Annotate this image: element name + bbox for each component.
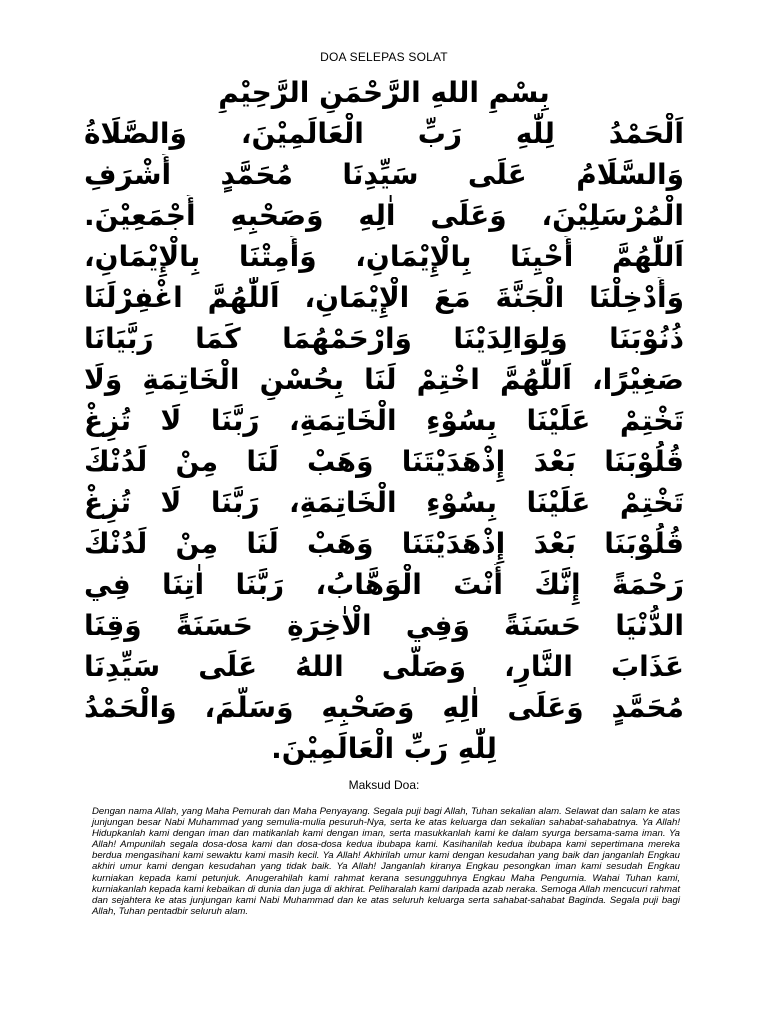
arabic-line: تَخْتِمْ عَلَيْنَا بِسُوْءِ الْخَاتِمَةِ، رَبَّنَا لَا تُزِغْ: [84, 404, 684, 437]
arabic-line: قُلُوْبَنَا بَعْدَ إِذْهَدَيْتَنَا وَهَبْ لَنَا مِنْ لَدُنْكَ: [84, 445, 684, 478]
arabic-line: ذُنُوْبَنَا وَلِوَالِدَيْنَا وَارْحَمْهُمَا كَمَا رَبَّيَانَا: [84, 322, 684, 355]
arabic-line: بِسْمِ اللهِ الرَّحْمَنِ الرَّحِيْمِ: [218, 76, 550, 109]
translation-heading: Maksud Doa:: [348, 778, 420, 792]
arabic-line: تَخْتِمْ عَلَيْنَا بِسُوْءِ الْخَاتِمَةِ، رَبَّنَا لَا تُزِغْ: [84, 486, 684, 519]
translation-paragraph: Dengan nama Allah, yang Maha Pemurah dan Maha Penyayang. Segala puji bagi Allah, Tuhan sekalian alam. Selawat dan salam ke atas junjungan besar Nabi Muhammad yang semulia-mulia pesuruh-Nya, serta ke atas keluarga dan sekalian sahabat-sahabatnya. Ya Allah! Hidupkanlah kami dengan iman dan matikanlah kami dengan iman, serta masukkanlah kami ke dalam syurga bersama-sama iman. Ya Allah! Ampunilah segala dosa-dosa kami dan dosa-dosa kedua ibubapa kami. Kasihanilah kedua ibubapa kami sepertimana mereka berdua mengasihani kami sewaktu kami masih kecil. Ya Allah! Akhirilah umur kami dengan kesudahan yang baik dan janganlah Engkau akhiri umur kami dengan kesudahan yang tidak baik. Ya Allah! Janganlah kiranya Engkau pesongkan iman kami sesudah Engkau kurniakan kepada kami petunjuk. Anugerahilah kami rahmat kerana sesungguhnya Engkau Maha Pengurnia. Wahai Tuhan kami, kurniakanlah kepada kami kebaikan di dunia dan juga di akhirat. Peliharalah kami daripada azab neraka. Semoga Allah mencucuri rahmat dan sejahtera ke atas junjungan kami Nabi Muhammad dan ke atas seluruh keluarga serta sahabat-sahabat Baginda. Segala puji bagi Allah, Tuhan pentadbir seluruh alam.: [92, 806, 680, 917]
arabic-line: اَلْحَمْدُ لِلّٰهِ رَبِّ الْعَالَمِيْنَ، وَالصَّلَاةُ: [84, 117, 684, 150]
arabic-line: رَحْمَةً إِنَّكَ أَنْتَ الْوَهَّابُ، رَبَّنَا اٰتِنَا فِي: [84, 568, 684, 601]
arabic-line: قُلُوْبَنَا بَعْدَ إِذْهَدَيْتَنَا وَهَبْ لَنَا مِنْ لَدُنْكَ: [84, 527, 684, 560]
arabic-line: اَللّٰهُمَّ أَحْيِنَا بِالْإِيْمَانِ، وَأَمِتْنَا بِالْإِيْمَانِ،: [84, 240, 684, 273]
document-title: DOA SELEPAS SOLAT: [320, 50, 448, 64]
arabic-line: لِلّٰهِ رَبِّ الْعَالَمِيْنَ.: [271, 732, 497, 765]
arabic-line: وَالسَّلَامُ عَلَى سَيِّدِنَا مُحَمَّدٍ أَشْرَفِ: [84, 158, 684, 191]
arabic-line: الدُّنْيَا حَسَنَةً وَفِي الْاٰخِرَةِ حَسَنَةً وَقِنَا: [84, 609, 684, 642]
arabic-line: صَغِيْرًا، اَللّٰهُمَّ اخْتِمْ لَنَا بِحُسْنِ الْخَاتِمَةِ وَلَا: [84, 363, 684, 396]
arabic-line: عَذَابَ النَّارِ، وَصَلَّى اللهُ عَلَى سَيِّدِنَا: [84, 650, 684, 683]
arabic-line: وَأَدْخِلْنَا الْجَنَّةَ مَعَ الْإِيْمَانِ، اَللّٰهُمَّ اغْفِرْلَنَا: [84, 281, 684, 314]
arabic-prayer-text: [84, 72, 684, 769]
arabic-line: مُحَمَّدٍ وَعَلَى اٰلِهِ وَصَحْبِهِ وَسَلَّمَ، وَالْحَمْدُ: [84, 691, 684, 724]
arabic-line: الْمُرْسَلِيْنَ، وَعَلَى اٰلِهِ وَصَحْبِهِ أَجْمَعِيْنَ.: [84, 199, 684, 232]
